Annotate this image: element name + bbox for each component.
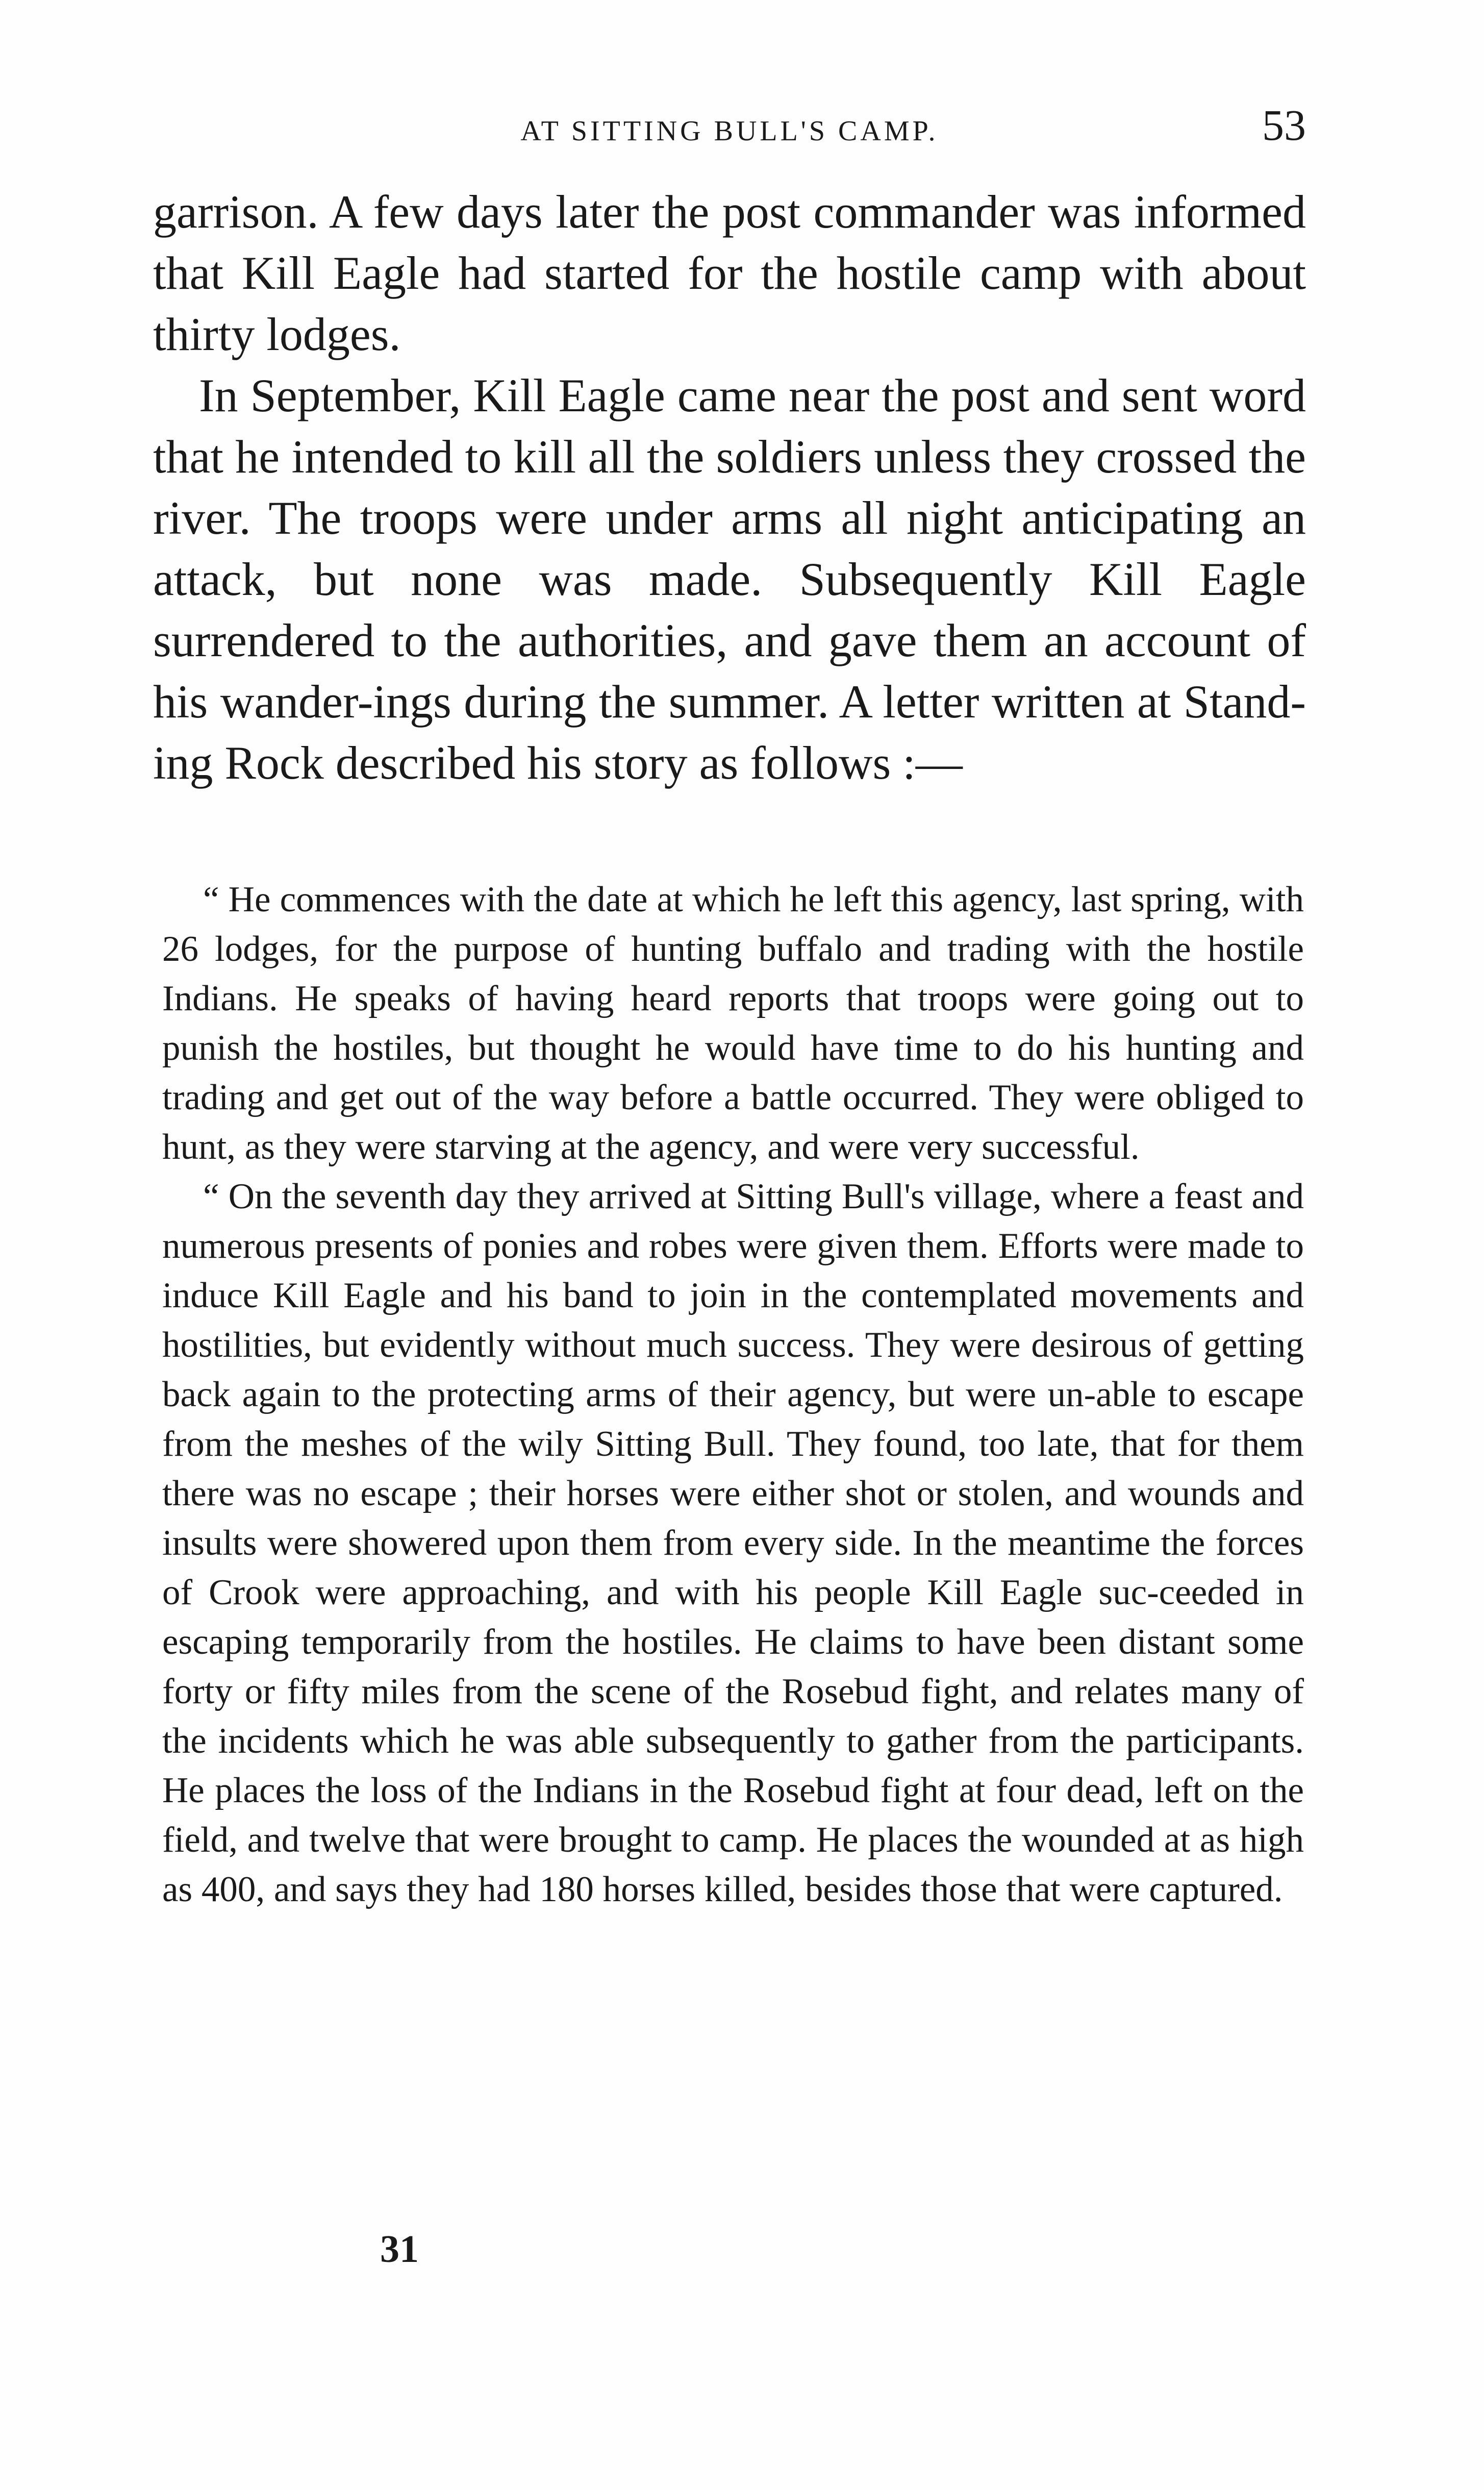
quote-paragraph-2: “ On the seventh day they arrived at Sitting Bull's village, where a feast and numerous presents of ponies and robes were given them. Efforts were made to induce Kill Eagle and his band to join in the contemplated movements and hostilities, but evidently without much success. They were desirous of getting back again to the protecting arms of their agency, but were un-able to escape from the meshes of the wily Sitting Bull. They found, too late, that for them there was no escape ; their horses were either shot or stolen, and wounds and insults were showered upon them from every side. In the meantime the forces of Crook were approaching, and with his people Kill Eagle suc-ceeded in escaping temporarily from the hostiles. He claims to have been distant some forty or fifty miles from the scene of the Rosebud fight, and relates many of the incidents which he was able subsequently to gather from the participants. He places the loss of the Indians in the Rosebud fight at four dead, left on the field, and twelve that were brought to camp. He places the wounded at as high as 400, and says they had 180 horses killed, besides those that were captured.	[162, 1177, 1304, 1909]
running-title: AT SITTING BULL'S CAMP.	[520, 115, 939, 147]
body-paragraph-2: In September, Kill Eagle came near the post and sent word that he intended to kill all the soldiers unless they crossed the river. The troops were under arms all night anticipating an attack, but none was made. Subsequently Kill Eagle surrendered to the authorities, and gave them an account of his wander-ings during the summer. A letter written at Stand-ing Rock described his story as follows :—	[153, 369, 1306, 789]
running-head	[153, 99, 1306, 161]
quoted-letter	[162, 875, 1304, 1914]
body-paragraph-1: garrison. A few days later the post commander was informed that Kill Eagle had started for the hostile camp with about thirty lodges.	[153, 186, 1306, 360]
page-number: 53	[1262, 101, 1306, 150]
quote-paragraph-1: “ He commences with the date at which he left this agency, last spring, with 26 lodges, for the purpose of hunting buffalo and trading with the hostile Indians. He speaks of having heard reports that troops were going out to punish the hostiles, but thought he would have time to do his hunting and trading and get out of the way before a battle occurred. They were obliged to hunt, as they were starving at the agency, and were very successful.	[162, 880, 1304, 1167]
signature-mark: 31	[380, 2228, 419, 2271]
body-text	[153, 181, 1306, 793]
